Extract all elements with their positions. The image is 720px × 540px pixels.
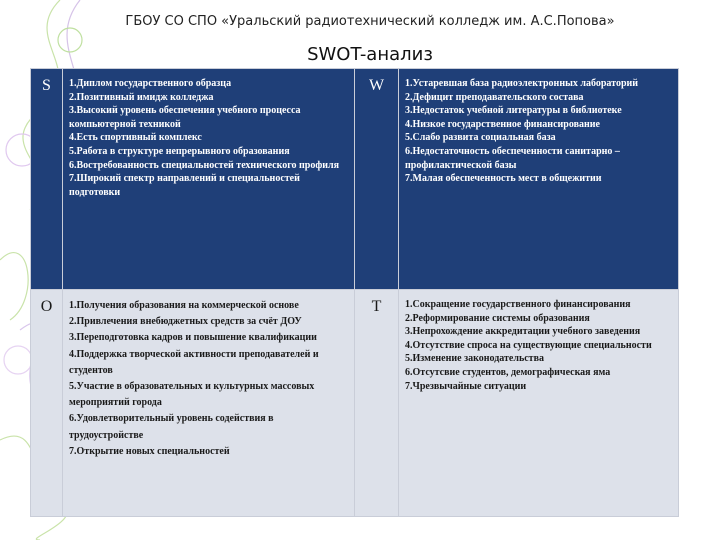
list-item: 2.Реформирование системы образования (405, 312, 590, 324)
list-item: 7.Широкий спектр направлений и специальностей подготовки (69, 173, 300, 198)
list-item: 4.Низкое государственное финансирование (405, 118, 600, 130)
list-item: 7.Открытие новых специальностей (69, 445, 230, 457)
strengths-list (63, 69, 355, 290)
opportunities-list (63, 290, 355, 517)
list-item: 5.Слабо развита социальная база (405, 132, 556, 144)
list-item: 4.Есть спортивный комплекс (69, 132, 202, 144)
list-item: 2.Дефицит преподавательского состава (405, 91, 584, 103)
list-item: 4.Отсутствие спроса на существующие специальности (405, 339, 652, 351)
college-header: ГБОУ СО СПО «Уральский радиотехнический колледж им. А.С.Попова» (125, 14, 615, 29)
threats-list (399, 290, 679, 517)
weaknesses-letter: W (355, 69, 399, 290)
swot-table (30, 68, 679, 517)
list-item: 1.Диплом государственного образца (69, 78, 232, 89)
list-item: 2.Привлечения внебюджетных средств за счёт ДОУ (69, 316, 302, 328)
strengths-letter: S (31, 69, 63, 290)
list-item: 6.Отсутсвие студентов, демографическая яма (405, 366, 611, 378)
swot-row-strengths-weaknesses (31, 69, 679, 290)
list-item: 3.Переподготовка кадров и повышение квалификации (69, 332, 317, 344)
list-item: 3.Высокий уровень обеспечения учебного процесса компьютерной техникой (69, 105, 301, 130)
threats-letter: T (355, 290, 399, 517)
list-item: 3.Недостаток учебной литературы в библиотеке (405, 105, 622, 117)
list-item: 6.Востребованность специальностей технического профиля (69, 159, 340, 171)
list-item: 7.Чрезвычайные ситуации (405, 380, 527, 392)
weaknesses-list (399, 69, 679, 290)
list-item: 1.Устаревшая база радиоэлектронных лабораторий (405, 78, 639, 89)
list-item: 3.Непрохождение аккредитации учебного заведения (405, 326, 641, 338)
list-item: 1.Сокращение государственного финансирования (405, 299, 631, 310)
list-item: 6.Недостаточность обеспеченности санитарно – профилактической базы (405, 145, 620, 171)
list-item: 4.Поддержка творческой активности преподавателей и студентов (69, 348, 319, 376)
list-item: 2.Позитивный имидж колледжа (69, 91, 214, 103)
list-item: 1.Получения образования на коммерческой основе (69, 300, 299, 311)
list-item: 5.Изменение законодательства (405, 353, 544, 365)
swot-row-opportunities-threats (31, 290, 679, 517)
page-title: SWOT-анализ (307, 44, 433, 65)
opportunities-letter: O (31, 290, 63, 517)
list-item: 5.Работа в структуре непрерывного образования (69, 145, 290, 157)
list-item: 7.Малая обеспеченность мест в общежитии (405, 173, 602, 185)
list-item: 5.Участие в образовательных и культурных массовых мероприятий города (69, 381, 315, 409)
list-item: 6.Удовлетворительный уровень содействия в трудоустройстве (69, 413, 274, 441)
